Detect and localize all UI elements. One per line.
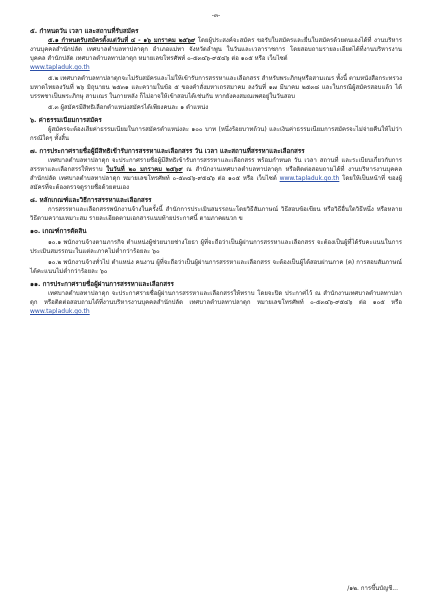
section-7-text-a: เทศบาลตำบลทาปลาดุก จะประกาศรายชื่อผู้มีสิทธิเข้ารับการสรรหาและเลือกสรร พร้อมกำหนด วัน เวลา สถานที่ และระเบียบเกี่ยวกับการสรรหาและเลือกสรรให้ทราบ	[30, 157, 402, 173]
section-5-heading: ๕. กำหนดวัน เวลา และสถานที่รับสมัคร	[30, 28, 139, 35]
section-11-text: เทศบาลตำบลทาปลาดุก จะประกาศรายชื่อผู้ผ่านการสรรหาและเลือกสรรให้ทราบ โดยจะปิด ประกาศไว้ ณ สำนักงานเทศบาลตำบลทาปลาดุก หรือติดต่อสอบถามได้ที่งานบริหารงานบุคคลสำนักปลัด เทศบาลตำบลทาปลาดุก หมายเลขโทรศัพท์ ๐-๕๓๔๖-๙๕๔๖ ต่อ ๑๐๕ หรือ	[30, 290, 402, 306]
section-10-1-paragraph: ๑๐.๑ พนักงานจ้างตามภารกิจ ตำแหน่งผู้ช่วยนายช่างโยธา ผู้ที่จะถือว่าเป็นผู้ผ่านการสรรหาและเลือกสรร จะต้องเป็นผู้ที่ได้รับคะแนนในการประเมินสมรรถนะในแต่ละภาคไม่ต่ำกว่าร้อยละ ๖๐	[30, 239, 402, 255]
section-5-2-paragraph: ๕.๒ เทศบาลตำบลทาปลาดุกจะไม่รับสมัครและไม่ให้เข้ารับการสรรหาและเลือกสรร สำหรับพระภิกษุหรือสามเณร ทั้งนี้ ตามหนังสือกระทรวงมหาดไทยลงวันที่ ๒๖ มิถุนายน ๒๕๓๑ และความในข้อ ๕ ของคำสั่งมหาเถรสมาคม ลงวันที่ ๑๗ มีนาคม ๒๕๓๘ และในกรณีผู้สมัครสอบแล้ว ได้บรรพชาเป็นพระภิกษุ สามเณร ในภายหลัง ก็ไม่อาจให้เข้าสอบได้เช่นกัน หากยังคงสมณเพศอยู่ในวันสอบ	[30, 75, 403, 100]
section-6-paragraph: ผู้สมัครจะต้องเสียค่าธรรมเนียมในการสมัครตำแหน่งละ ๑๐๐ บาท (หนึ่งร้อยบาทถ้วน) และเงินค่าธรรมเนียมการสมัครจะไม่จ่ายคืนให้ไม่ว่ากรณีใดๆ ทั้งสิ้น	[30, 126, 402, 142]
section-7-text-d: โดยให้เป็นหน้าที่ ของผู้สมัครที่จะต้องตรวจดูรายชื่อด้วยตนเอง	[30, 175, 403, 191]
section-7-heading: ๗. การประกาศรายชื่อผู้มีสิทธิเข้ารับการสรรหาและเลือกสรร วัน เวลา และสถานที่สรรหาและเลือกสรร	[30, 148, 305, 155]
section-8-paragraph: การสรรหาและเลือกสรรพนักงานจ้างในครั้งนี้ สำนักการประเมินสมรรถนะโดยวิธีสัมภาษณ์ วิธีสอบข้อเขียน หรือวิธีอื่นใดวิธีหนึ่ง หรือหลายวิธีตามความเหมาะสม รายละเอียดตามเอกสารแนบท้ายประกาศนี้ ตามภาคผนวก ข	[30, 206, 402, 222]
page-number: -๓-	[211, 12, 221, 19]
section-7-website-link[interactable]: www.tapladuk.go.th	[279, 175, 340, 182]
section-6-heading: ๖. ค่าธรรมเนียมการสมัคร	[30, 117, 102, 124]
section-5-1-website-link[interactable]: www.tapladuk.go.th	[30, 64, 90, 71]
section-5-3-paragraph: ๕.๓ ผู้สมัครมีสิทธิเลือกตำแหน่งสมัครได้เพียงคนละ ๑ ตำแหน่ง	[48, 104, 209, 111]
continuation-note: /๑๒. การขึ้นบัญชี...	[347, 585, 398, 592]
section-8-heading: ๘. หลักเกณฑ์และวิธีการสรรหาและเลือกสรร	[30, 197, 152, 204]
section-11-paragraph	[30, 289, 402, 316]
section-11-heading: ๑๑. การประกาศรายชื่อผู้ผ่านการสรรหาและเลือกสรร	[30, 281, 174, 288]
section-5-1-website-line	[30, 63, 402, 72]
section-5-1-paragraph	[30, 36, 402, 63]
section-5-1-date: ๕.๑ กำหนดรับสมัครตั้งแต่วันที่ ๔ - ๑๖ มกราคม ๒๕๖๙	[48, 37, 196, 44]
section-10-heading: ๑๐. เกณฑ์การตัดสิน	[30, 228, 87, 235]
section-7-paragraph	[30, 156, 402, 192]
section-7-date: ในวันที่ ๒๐ มกราคม ๒๕๖๙	[106, 166, 183, 173]
section-11-website-link[interactable]: www.tapladuk.go.th	[30, 308, 90, 315]
section-5-1-text: โดยผู้ประสงค์จะสมัคร ขอรับใบสมัครและยื่นใบสมัครด้วยตนเองได้ที่ งานบริหารงานบุคคลสำนักปลัด เทศบาลตำบลทาปลาดุก อำเภอแม่ทา จังหวัดลำพูน ในวันและเวลาราชการ โดยสอบถามรายละเอียดได้ที่งานบริหารงานบุคคล สำนักปลัด เทศบาลตำบลทาปลาดุก หมายเลขโทรศัพท์ ๐-๕๓๔๖-๙๕๔๖ ต่อ ๑๐๕ หรือ เว็บไซต์	[30, 37, 402, 62]
section-7-text-c: ณ สำนักงานเทศบาลตำบลทาปลาดุก หรือติดต่อสอบถามได้ที่ งานบริหารงานบุคคลสำนักปลัด เทศบาลตำบลทาปลาดุก หมายเลขโทรศัพท์ ๐-๕๓๔๖-๙๕๔๖ ต่อ ๑๐๕ หรือ เว็บไซต์	[30, 166, 402, 182]
section-10-2-paragraph: ๑๐.๒ พนักงานจ้างทั่วไป ตำแหน่ง คนงาน ผู้ที่จะถือว่าเป็นผู้ผ่านการสรรหาและเลือกสรร จะต้องเป็นผู้ได้สอบผ่านภาค (ค) การสอบสัมภาษณ์ได้คะแนนไม่ต่ำกว่าร้อยละ ๖๐	[30, 259, 402, 275]
